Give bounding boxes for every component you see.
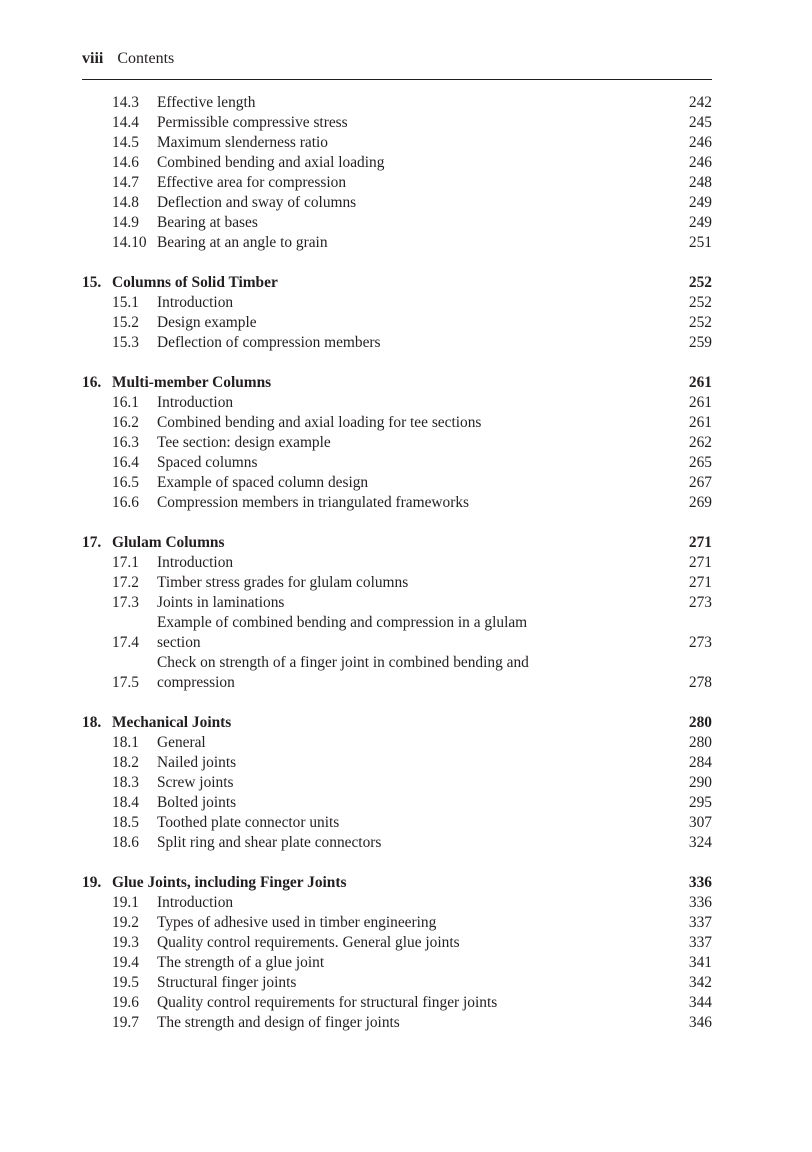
section-title (157, 893, 652, 913)
section-title (157, 293, 652, 313)
page-ref: 261 (688, 394, 712, 411)
section-title (157, 773, 652, 793)
toc-section-row (82, 93, 712, 113)
page-ref: 344 (688, 994, 712, 1011)
section-title-line: Types of adhesive used in timber engineering (157, 914, 437, 931)
section-title-line: Design example (157, 314, 257, 331)
page-ref: 248 (688, 174, 712, 191)
section-number: 18.4 (112, 794, 139, 811)
section-number: 16.6 (112, 494, 139, 511)
section-number: 19.3 (112, 934, 139, 951)
page-ref: 252 (688, 314, 712, 331)
section-number: 14.10 (112, 234, 147, 251)
section-title-line: Check on strength of a finger joint in combined bending and (157, 654, 529, 671)
toc-chapter-row (82, 873, 712, 893)
section-title-line: Combined bending and axial loading (157, 154, 385, 171)
section-title-line: Introduction (157, 394, 234, 411)
page-ref: 307 (688, 814, 712, 831)
toc-section-row (82, 453, 712, 473)
section-title-line: Deflection and sway of columns (157, 194, 357, 211)
page-ref: 265 (688, 454, 712, 471)
toc-section-row (82, 153, 712, 173)
toc-section-row (82, 733, 712, 753)
section-title (157, 753, 652, 773)
section-number: 14.6 (112, 154, 139, 171)
page-ref: 290 (688, 774, 712, 791)
toc-chapter-row (82, 713, 712, 733)
chapter-title: Glue Joints, including Finger Joints (112, 874, 347, 891)
section-title-line: compression (157, 674, 235, 691)
toc-section-row (82, 233, 712, 253)
page-ref: 261 (688, 414, 712, 431)
toc-section-row (82, 793, 712, 813)
section-title-line: The strength and design of finger joints (157, 1014, 400, 1031)
chapter-number: 15. (82, 274, 102, 291)
toc-section-row (82, 133, 712, 153)
toc-section-row (82, 433, 712, 453)
section-title (157, 793, 652, 813)
page-ref: 249 (688, 214, 712, 231)
section-title (157, 993, 652, 1013)
section-number: 14.5 (112, 134, 139, 151)
section-title-line: Quality control requirements. General glue joints (157, 934, 460, 951)
page-ref: 284 (688, 754, 712, 771)
section-title-line: Introduction (157, 294, 234, 311)
section-number: 16.4 (112, 454, 139, 471)
section-title-line: Split ring and shear plate connectors (157, 834, 382, 851)
section-title-line: Joints in laminations (157, 594, 285, 611)
page-ref: 346 (688, 1014, 712, 1031)
section-number: 14.8 (112, 194, 139, 211)
chapter-spacer (82, 253, 712, 273)
section-title-line: Effective length (157, 94, 256, 111)
page-ref: 259 (688, 334, 712, 351)
section-number: 18.5 (112, 814, 139, 831)
toc-section-row (82, 593, 712, 613)
toc-section-row (82, 393, 712, 413)
section-number: 17.2 (112, 574, 139, 591)
section-title (157, 213, 652, 233)
header-rule (82, 79, 712, 80)
section-title (157, 433, 652, 453)
section-title-line: General (157, 734, 206, 751)
section-title-line: Spaced columns (157, 454, 258, 471)
section-title (157, 973, 652, 993)
section-title (157, 473, 652, 493)
page-ref: 271 (688, 574, 712, 591)
section-title-line: Introduction (157, 894, 234, 911)
section-title (157, 733, 652, 753)
section-number: 16.1 (112, 394, 139, 411)
section-title (157, 233, 652, 253)
toc-section-row (82, 213, 712, 233)
chapter-number: 16. (82, 374, 102, 391)
section-number: 14.4 (112, 114, 139, 131)
section-number: 19.4 (112, 954, 139, 971)
chapter-number: 18. (82, 714, 102, 731)
page-ref: 341 (688, 954, 712, 971)
toc-section-row (82, 613, 712, 653)
section-number: 18.6 (112, 834, 139, 851)
page-ref: 262 (688, 434, 712, 451)
section-number: 18.2 (112, 754, 139, 771)
page-ref: 295 (688, 794, 712, 811)
toc-section-row (82, 753, 712, 773)
toc-section-row (82, 913, 712, 933)
chapter-title: Mechanical Joints (112, 714, 232, 731)
toc-section-row (82, 173, 712, 193)
page-ref: 273 (688, 594, 712, 611)
toc-section-row (82, 473, 712, 493)
page-ref: 324 (688, 834, 712, 851)
section-title (157, 833, 652, 853)
section-title (157, 113, 652, 133)
page-ref: 337 (688, 934, 712, 951)
toc-section-row (82, 773, 712, 793)
section-title (157, 453, 652, 473)
page-number: viii (82, 50, 104, 67)
running-title: Contents (117, 50, 175, 67)
page-ref: 249 (688, 194, 712, 211)
section-title (157, 953, 652, 973)
section-title (157, 653, 652, 693)
toc-section-row (82, 893, 712, 913)
section-title (157, 913, 652, 933)
section-title-line: Permissible compressive stress (157, 114, 348, 131)
page-ref: 271 (688, 554, 712, 571)
page-ref: 342 (688, 974, 712, 991)
section-number: 19.2 (112, 914, 139, 931)
page-ref: 336 (688, 894, 712, 911)
toc-section-row (82, 813, 712, 833)
section-title-line: Bearing at an angle to grain (157, 234, 328, 251)
toc-section-row (82, 333, 712, 353)
page-ref: 246 (688, 154, 712, 171)
page-ref: 337 (688, 914, 712, 931)
section-title-line: Introduction (157, 554, 234, 571)
chapter-spacer (82, 693, 712, 713)
toc-chapter-row (82, 533, 712, 553)
running-header (82, 48, 712, 70)
toc-section-row (82, 973, 712, 993)
chapter-spacer (82, 513, 712, 533)
toc-section-row (82, 953, 712, 973)
toc-chapter-row (82, 273, 712, 293)
section-number: 14.7 (112, 174, 139, 191)
toc-section-row (82, 493, 712, 513)
section-number: 17.4 (112, 634, 139, 651)
page-ref: 269 (688, 494, 712, 511)
toc-section-row (82, 573, 712, 593)
section-number: 18.1 (112, 734, 139, 751)
section-title-line: Example of spaced column design (157, 474, 369, 491)
page-ref: 252 (688, 294, 712, 311)
chapter-number: 17. (82, 534, 102, 551)
toc-section-row (82, 933, 712, 953)
toc-chapter-row (82, 373, 712, 393)
page-ref: 261 (688, 374, 712, 391)
section-number: 19.6 (112, 994, 139, 1011)
section-title (157, 173, 652, 193)
toc-section-row (82, 653, 712, 693)
section-title (157, 573, 652, 593)
toc-section-row (82, 293, 712, 313)
section-title-line: Nailed joints (157, 754, 237, 771)
page-ref: 271 (688, 534, 712, 551)
section-title-line: Effective area for compression (157, 174, 347, 191)
section-title (157, 393, 652, 413)
chapter-title: Multi-member Columns (112, 374, 272, 391)
page-ref: 252 (688, 274, 712, 291)
section-title (157, 613, 652, 653)
toc-section-row (82, 1013, 712, 1033)
section-number: 17.1 (112, 554, 139, 571)
toc-section-row (82, 833, 712, 853)
chapter-number: 19. (82, 874, 102, 891)
chapter-title: Glulam Columns (112, 534, 225, 551)
chapter-title: Columns of Solid Timber (112, 274, 278, 291)
section-number: 14.9 (112, 214, 139, 231)
section-title (157, 813, 652, 833)
section-number: 19.5 (112, 974, 139, 991)
section-title-line: section (157, 634, 201, 651)
section-title-line: Toothed plate connector units (157, 814, 340, 831)
section-title-line: Quality control requirements for structural finger joints (157, 994, 498, 1011)
section-number: 16.3 (112, 434, 139, 451)
section-title-line: Deflection of compression members (157, 334, 381, 351)
toc-section-row (82, 193, 712, 213)
toc-section-row (82, 313, 712, 333)
section-number: 16.2 (112, 414, 139, 431)
section-title-line: Screw joints (157, 774, 234, 791)
toc-section-row (82, 113, 712, 133)
section-number: 19.7 (112, 1014, 139, 1031)
section-number: 17.3 (112, 594, 139, 611)
section-number: 19.1 (112, 894, 139, 911)
page-ref: 336 (688, 874, 712, 891)
page-ref: 251 (688, 234, 712, 251)
page-ref: 278 (688, 674, 712, 691)
chapter-spacer (82, 853, 712, 873)
section-title-line: Example of combined bending and compression in a glulam (157, 614, 528, 631)
toc-section-row (82, 553, 712, 573)
section-title (157, 333, 652, 353)
page-ref: 280 (688, 734, 712, 751)
page-ref: 267 (688, 474, 712, 491)
chapter-spacer (82, 353, 712, 373)
section-title (157, 153, 652, 173)
section-number: 15.1 (112, 294, 139, 311)
section-title-line: Structural finger joints (157, 974, 297, 991)
page-ref: 246 (688, 134, 712, 151)
section-number: 14.3 (112, 94, 139, 111)
section-number: 15.2 (112, 314, 139, 331)
section-title (157, 93, 652, 113)
section-number: 15.3 (112, 334, 139, 351)
section-title (157, 593, 652, 613)
section-title (157, 1013, 652, 1033)
section-title-line: Tee section: design example (157, 434, 331, 451)
section-title-line: Compression members in triangulated frameworks (157, 494, 470, 511)
section-title (157, 133, 652, 153)
section-title (157, 313, 652, 333)
toc-section-row (82, 993, 712, 1013)
section-title (157, 493, 652, 513)
section-title-line: Combined bending and axial loading for tee sections (157, 414, 482, 431)
section-number: 16.5 (112, 474, 139, 491)
section-title-line: Bolted joints (157, 794, 237, 811)
section-title-line: Maximum slenderness ratio (157, 134, 328, 151)
page-ref: 245 (688, 114, 712, 131)
section-title (157, 933, 652, 953)
table-of-contents (82, 93, 712, 1033)
section-title (157, 553, 652, 573)
page-ref: 280 (688, 714, 712, 731)
section-title (157, 193, 652, 213)
section-title-line: Bearing at bases (157, 214, 258, 231)
section-title-line: The strength of a glue joint (157, 954, 325, 971)
toc-section-row (82, 413, 712, 433)
section-title-line: Timber stress grades for glulam columns (157, 574, 409, 591)
section-number: 18.3 (112, 774, 139, 791)
page-ref: 273 (688, 634, 712, 651)
page-ref: 242 (688, 94, 712, 111)
section-number: 17.5 (112, 674, 139, 691)
section-title (157, 413, 652, 433)
